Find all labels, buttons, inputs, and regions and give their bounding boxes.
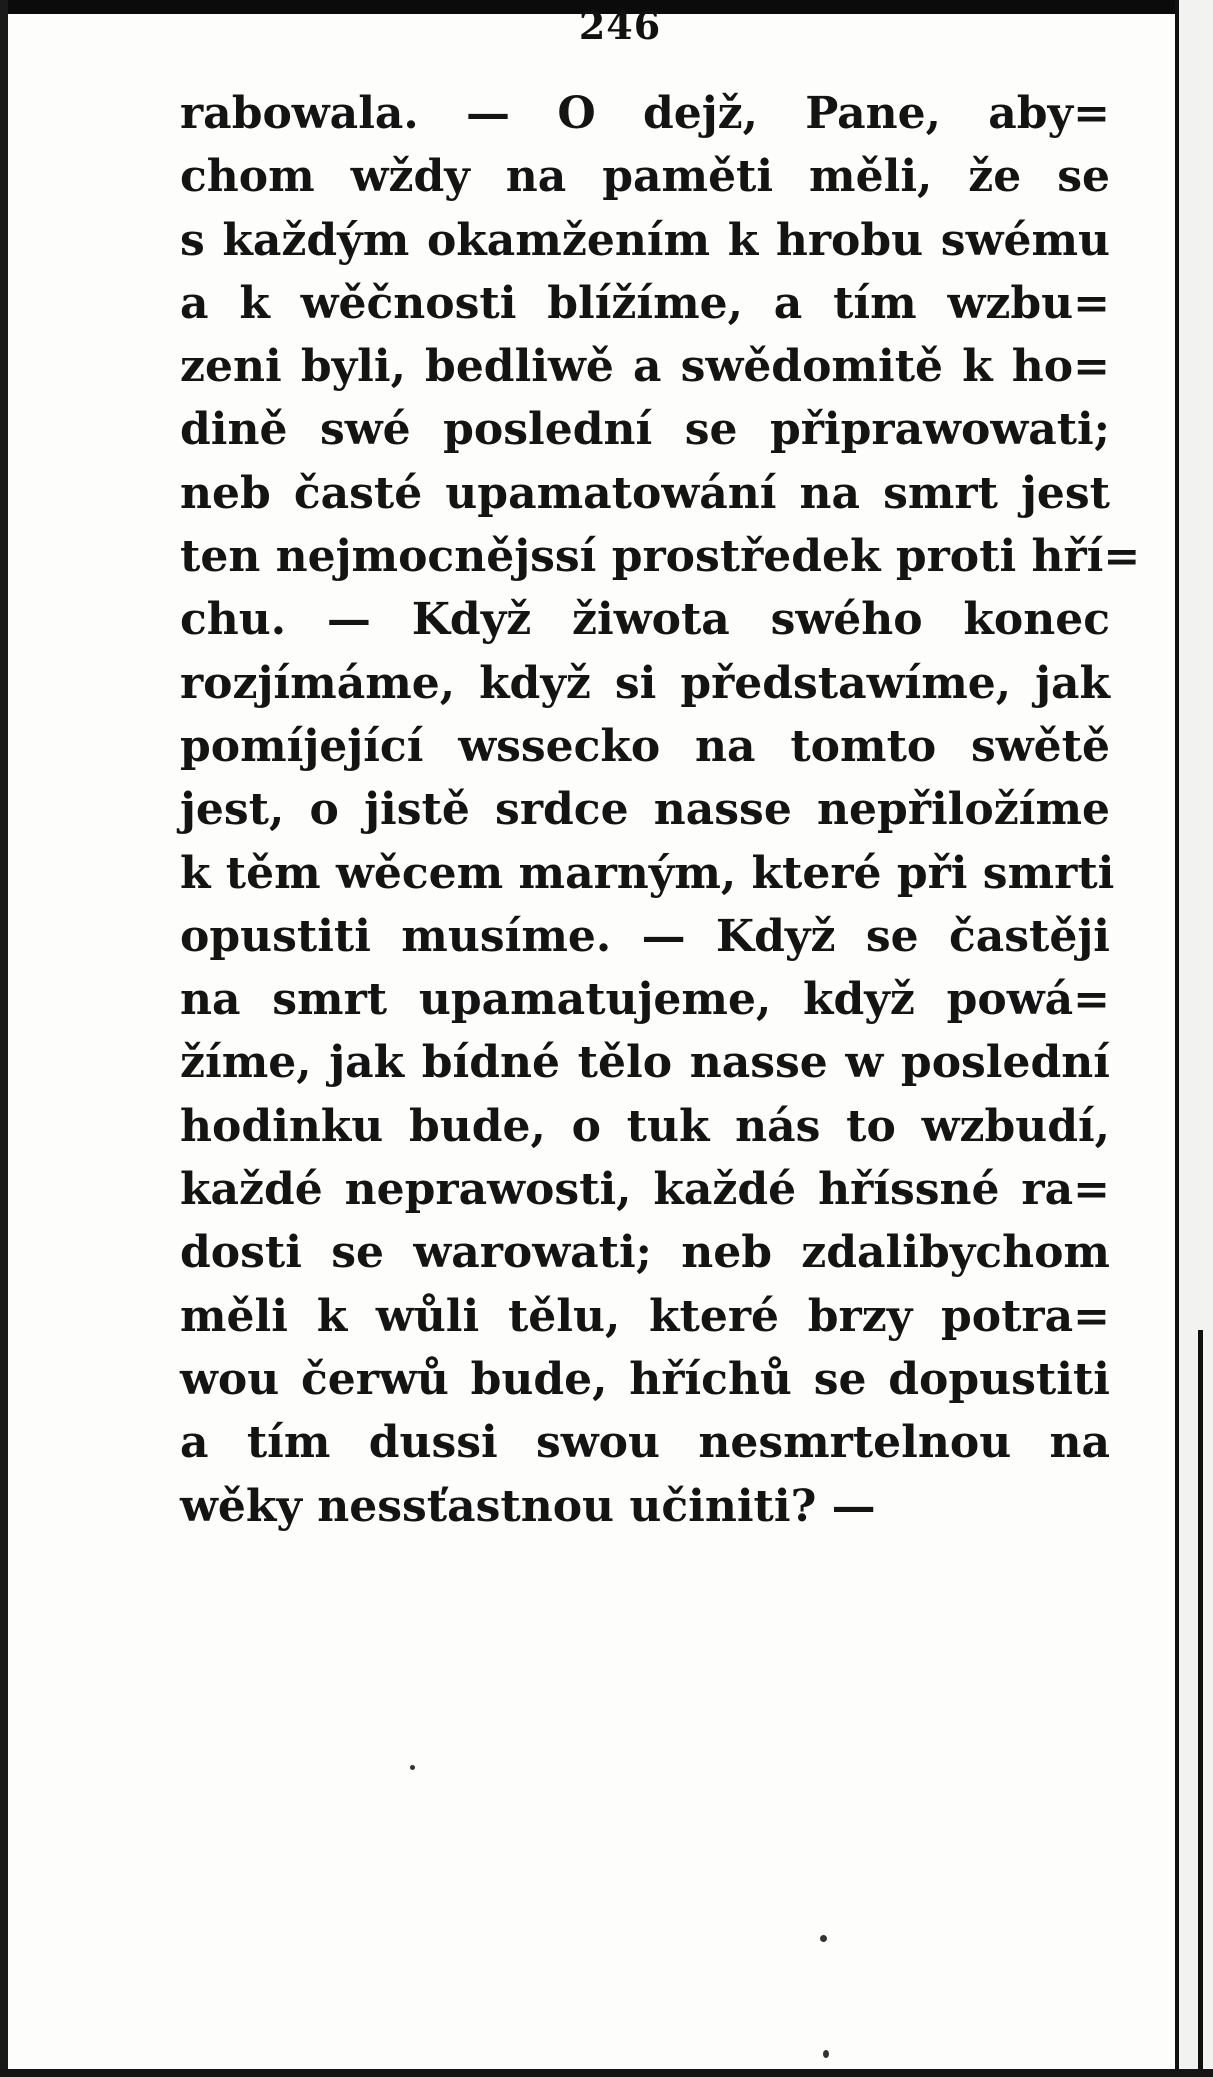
scan-edge-right [1175, 0, 1213, 2077]
text-line: rabowala. — O dejž, Pane, aby= [180, 88, 1110, 139]
body-text [180, 82, 1141, 1538]
text-line: neb časté upamatowání na smrt jest [180, 467, 1110, 519]
text-line: měli k wůli tělu, které brzy potra= [180, 1290, 1110, 1342]
scan-speck [823, 2050, 829, 2058]
scan-speck [820, 1935, 827, 1942]
scan-edge-bottom [0, 2069, 1213, 2077]
text-line: každé neprawosti, každé hříssné ra= [180, 1164, 1110, 1216]
page-number: 246 [578, 3, 662, 48]
scan-edge-left [0, 0, 8, 2077]
text-line: opustiti musíme. — Když se častěji [180, 910, 1110, 962]
text-line: jest, o jistě srdce nasse nepřiložíme [180, 784, 1110, 836]
text-line: dině swé poslední se připrawowati; [180, 404, 1110, 456]
text-line: ten nejmocnějssí prostředek proti hří= [180, 531, 1141, 583]
text-line: rozjímáme, když si předstawíme, jak [180, 657, 1110, 709]
text-line: chu. — Když žiwota swého konec [180, 594, 1110, 646]
text-line: a tím dussi swou nesmrtelnou na [180, 1417, 1110, 1469]
scan-edge-right-line [1198, 1330, 1203, 2070]
text-line: pomíjející wsseсko na tomto swětě [180, 720, 1110, 772]
text-line: k těm wěcem marným, které při smrti [180, 847, 1115, 899]
scan-speck [410, 1765, 415, 1770]
text-line: wěky nessťastnou učiniti? — [180, 1480, 876, 1532]
text-line: hodinku bude, o tuk nás to wzbudí, [180, 1100, 1110, 1152]
text-line: na smrt upamatujeme, když powá= [180, 974, 1110, 1026]
text-line: žíme, jak bídné tělo nasse w poslední [180, 1037, 1110, 1089]
text-line: s každým okamžením k hrobu swému [180, 214, 1110, 266]
text-line: dosti se warowati; neb zdalibychom [180, 1227, 1110, 1279]
text-line: chom wždy na paměti měli, že se [180, 151, 1110, 203]
text-line: a k wěčnosti blížíme, a tím wzbu= [180, 277, 1110, 329]
text-line: zeni byli, bedliwě a swědomitě k ho= [180, 341, 1110, 393]
text-line: wou čerwů bude, hříchů se dopustiti [180, 1353, 1110, 1405]
